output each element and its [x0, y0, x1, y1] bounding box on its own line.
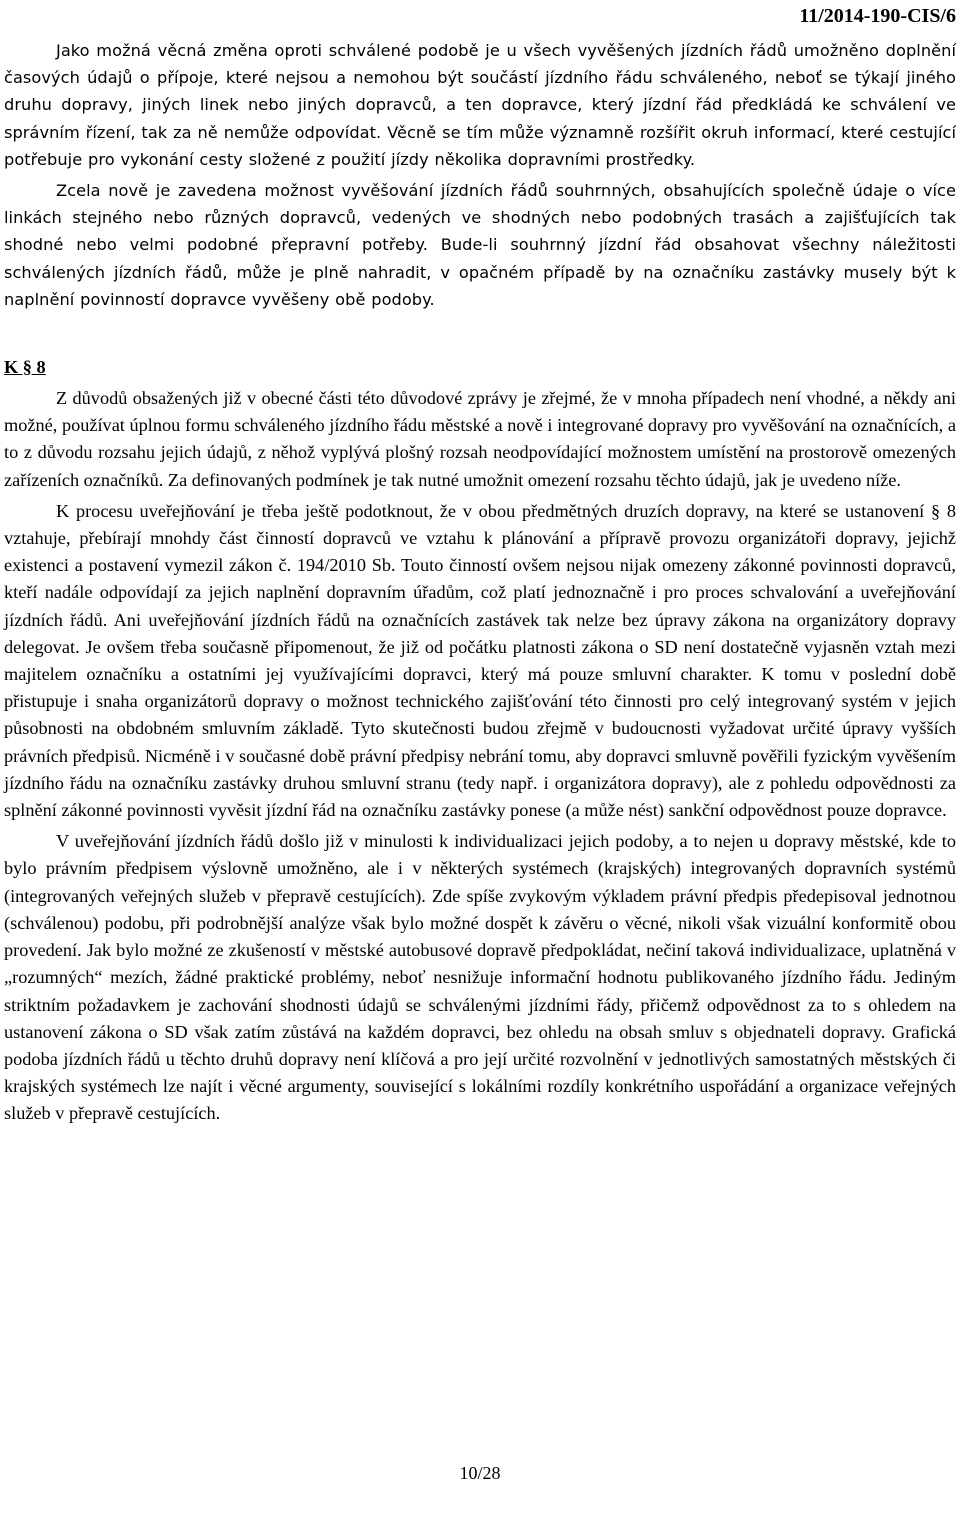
section-heading: K § 8: [4, 357, 46, 378]
body-paragraph: V uveřejňování jízdních řádů došlo již v minulosti k individualizaci jejich podoby, a to nejen u dopravy městské, kde to bylo právním předpisem výslovně umožněno, ale i v některých systémech (krajských) integrovaných dopravních systémů (integrovaných veřejných služeb v přepravě cestujících). Zde spíše zvykovým výkladem právní předpis předepisoval jednotnou (schválenou) podobu, při podrobnější analýze však bylo možné dospět k závěru o věcné, nikoli však vizuální konformitě obou provedení. Jak bylo možné ze zkušeností v městské autobusové dopravě předpokládat, nečiní taková individualizace, uplatněná v „rozumných“ mezích, žádné praktické problémy, neboť nesnižuje informační hodnotu publikovaného jízdního řádu. Jediným striktním požadavkem je zachování shodnosti údajů se schválenými jízdními řády, přičemž odpovědnost za to s ohledem na ustanovení zákona o SD však zatím zůstává na každém dopravci, bez ohledu na obsah smluv s objednateli dopravy. Grafická podoba jízdních řádů u těchto druhů dopravy není klíčová a pro její určité rozvolnění v jednotlivých samostatných městských či krajských systémech lze najít i věcné argumenty, související s lokálními rozdíly konkrétního uspořádání a organizace veřejných služeb v přepravě cestujících.: [4, 831, 956, 1124]
body-paragraph: Jako možná věcná změna oproti schválené podobě je u všech vyvěšených jízdních řádů umožněno doplnění časových údajů o přípoje, které nejsou a nemohou být součástí jízdního řádu schváleného, neboť se týkají jiného druhu dopravy, jiných linek nebo jiných dopravců, a ten dopravce, který jízdní řád předkládá ke schválení ve správním řízení, tak za ně nemůže odpovídat. Věcně se tím může významně rozšířit okruh informací, které cestující potřebuje pro vykonání cesty složené z použití jízdy několika dopravními prostředky.: [4, 41, 956, 169]
section-8: [4, 354, 956, 1127]
body-paragraph: K procesu uveřejňování je třeba ještě podotknout, že v obou předmětných druzích dopravy, na které se ustanovení § 8 vztahuje, přebírají mnohdy část činností dopravců ve vztahu k plánování a přípravě provozu organizátoři dopravy, jejichž existenci a postavení vymezil zákon č. 194/2010 Sb. Touto činností ovšem nejsou nijak omezeny zákonné povinnosti dopravců, kteří nadále odpovídají za jejich naplnění dopravním úřadům, což platí jednoznačně i pro proces schvalování a uveřejňování jízdních řádů. Ani uveřejňování jízdních řádů na označnících zastávek tak nelze bez úpravy zákona na organizátory dopravy delegovat. Je ovšem třeba současně připomenout, že již od počátku platnosti zákona o SD není dostatečně vyjasněn vztah mezi majitelem označníku a ostatními jej využívajícími dopravci, který má pouze smluvní charakter. K tomu v poslední době přistupuje i snaha organizátorů dopravy o možnost technického zajišťování této činnosti pro celý integrovaný systém v jejich působnosti na obdobném smluvním základě. Tyto skutečnosti budou zřejmě v budoucnosti vyžadovat určité úpravy vyšších právních předpisů. Nicméně i v současné době právní předpisy nebrání tomu, aby dopravci smluvně pověřili fyzickým vyvěšením jízdního řádu na označníku zastávky druhou smluvní stranu (tedy např. i organizátora dopravy), ale z pohledu odpovědnosti za splnění zákonné povinnosti vyvěsit jízdní řád na označníku zastávky ponese (a může nést) sankční odpovědnost pouze dopravce.: [4, 500, 956, 821]
body-paragraph: Zcela nově je zavedena možnost vyvěšování jízdních řádů souhrnných, obsahujících společně údaje o více linkách stejného nebo různých dopravců, vedených ve shodných nebo podobných trasách a zajišťujících tak shodné nebo velmi podobné přepravní potřeby. Bude-li souhrnný jízdní řád obsahovat všechny náležitosti schválených jízdních řádů, může je plně nahradit, v opačném případě by na označníku zastávky musely být k naplnění povinností dopravce vyvěšeny obě podoby.: [4, 181, 956, 309]
document-reference-number: 11/2014-190-CIS/6: [799, 5, 956, 27]
document-body: [4, 37, 956, 1128]
page-number: 10/28: [459, 1463, 501, 1483]
body-paragraph: Z důvodů obsažených již v obecné části této důvodové zprávy je zřejmé, že v mnoha případech není vhodné, a někdy ani možné, používat úplnou formu schváleného jízdního řádu městské a nově i integrované dopravy pro vyvěšování na označnících, a to z důvodu rozsahu jejich údajů, z něhož vyplývá plošný rozsah neodpovídající možnostem umístění na prostorově omezených zařízeních označníků. Za definovaných podmínek je tak nutné umožnit omezení rozsahu těchto údajů, jak je uvedeno níže.: [4, 388, 956, 490]
